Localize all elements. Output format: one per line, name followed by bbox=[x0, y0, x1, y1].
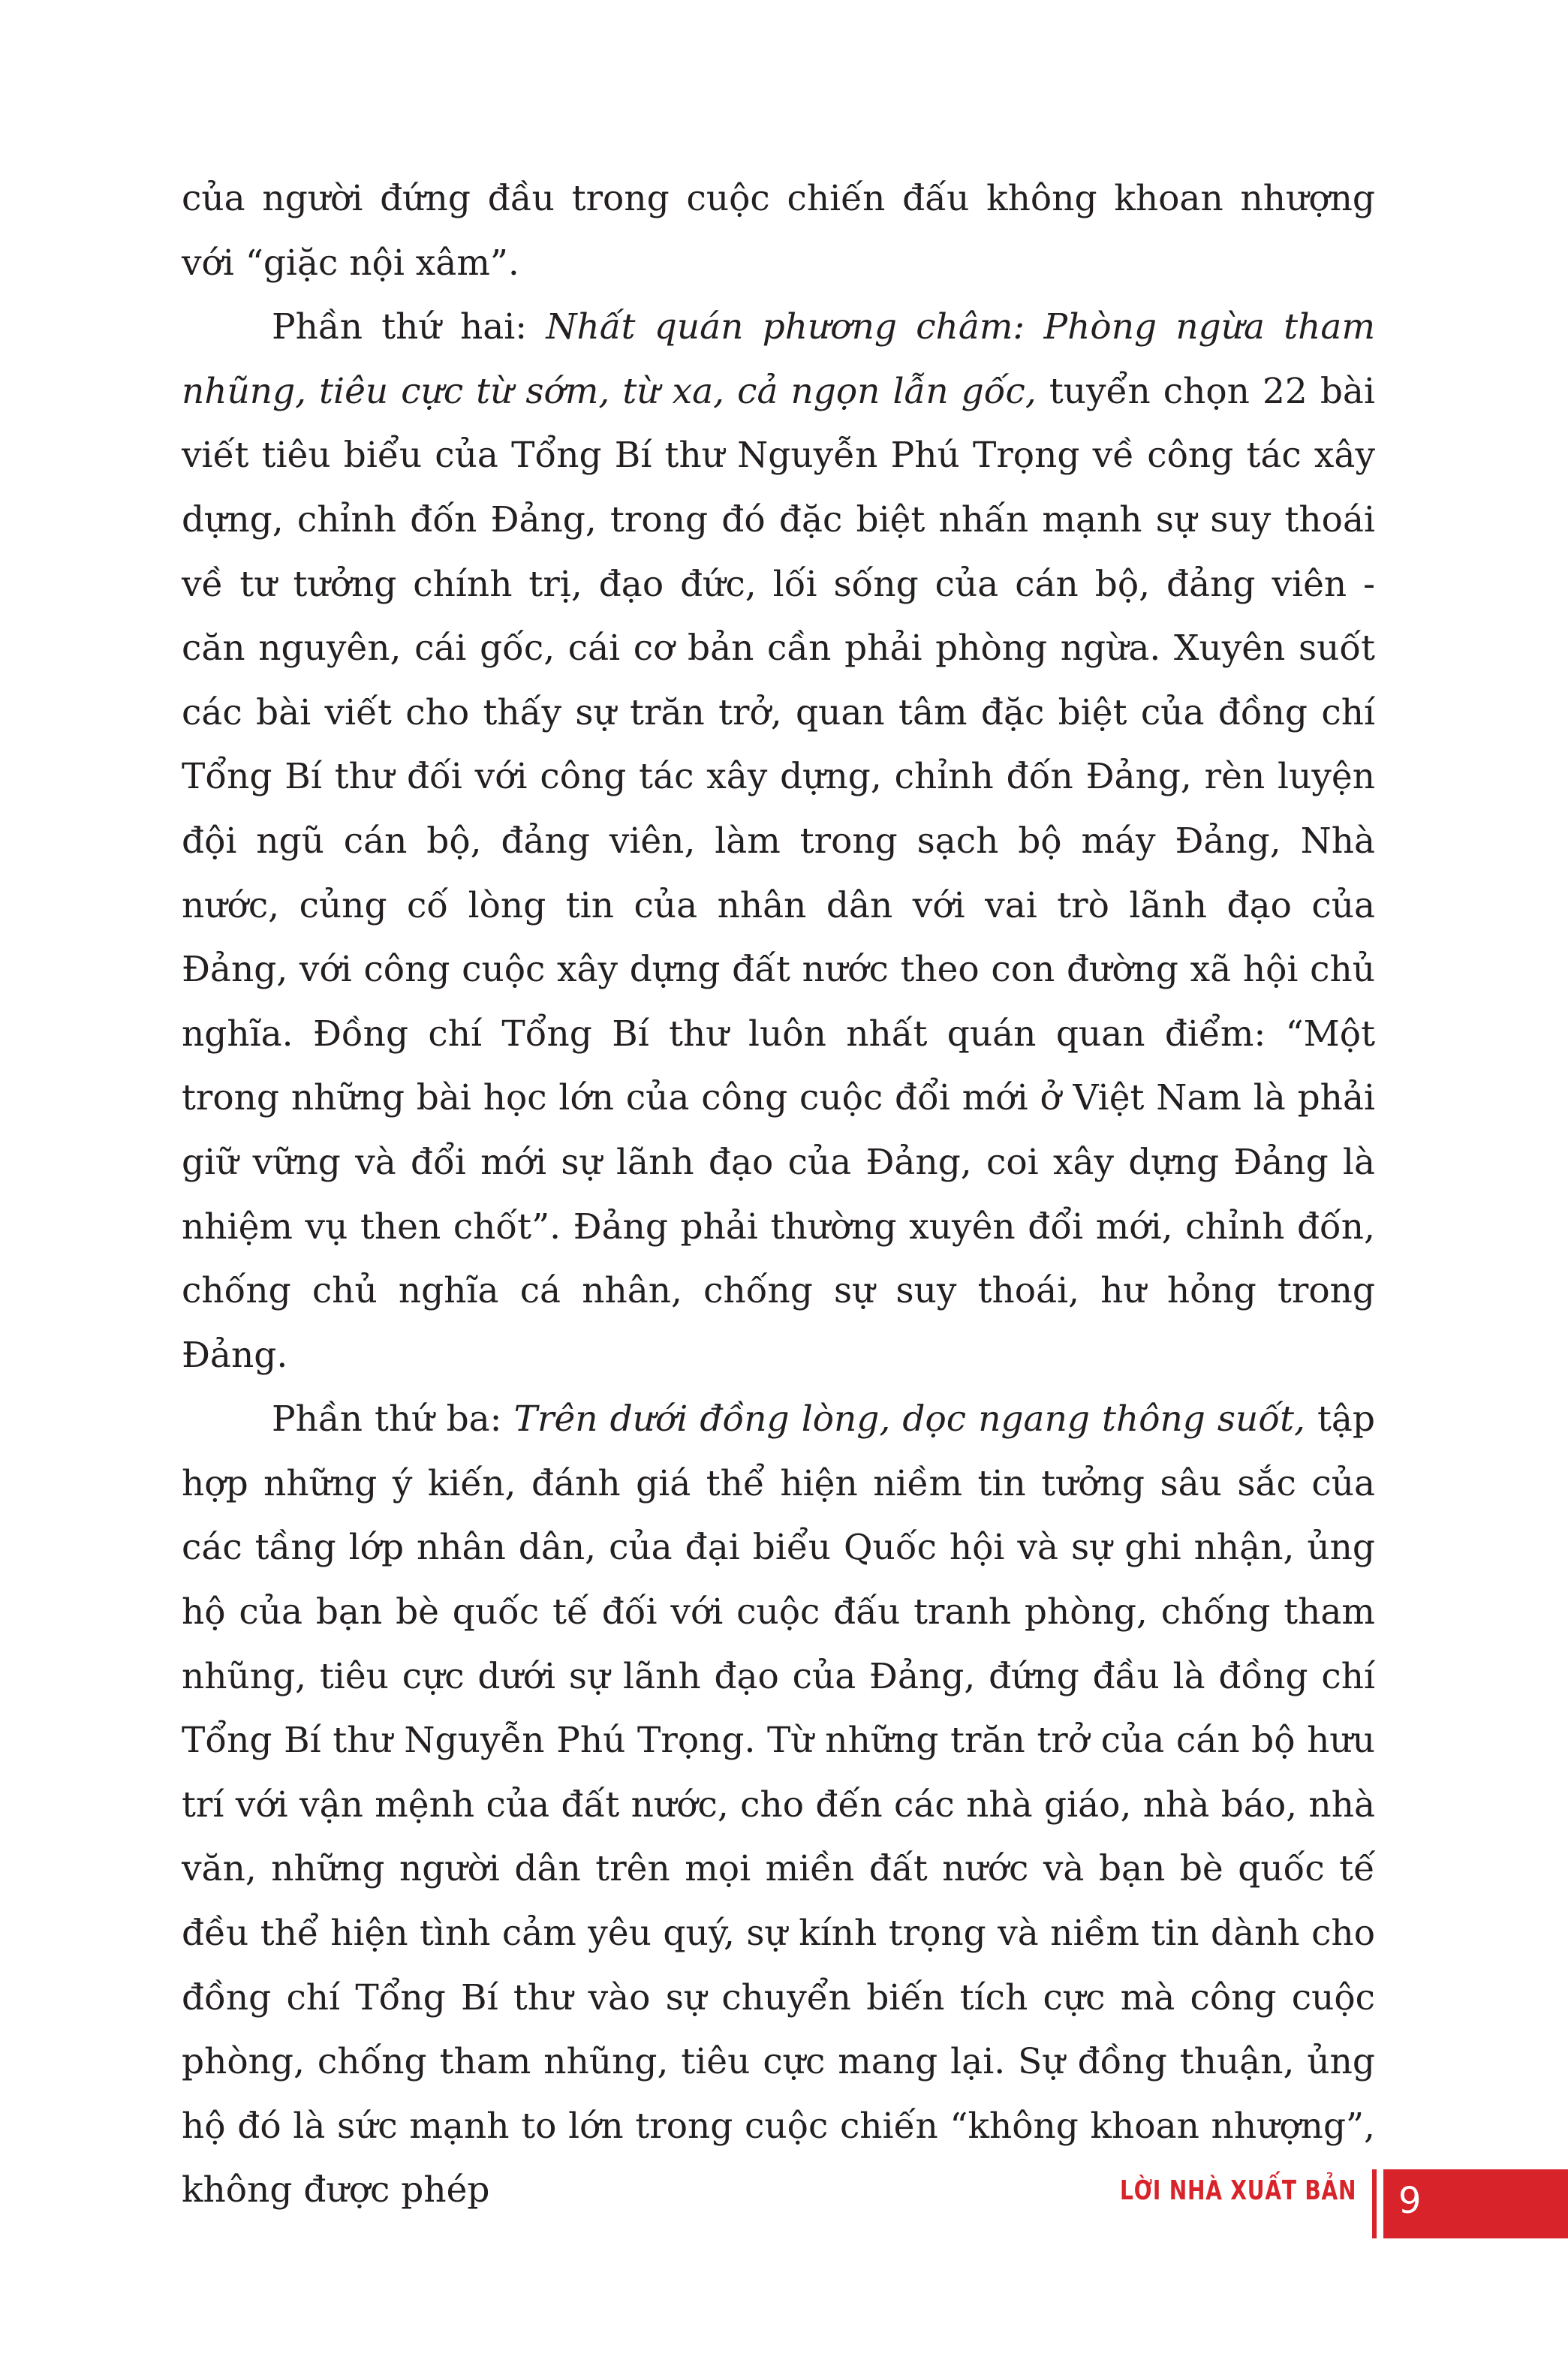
footer-section-label: LỜI NHÀ XUẤT BẢN bbox=[1119, 2175, 1356, 2206]
paragraph-3 bbox=[182, 1387, 1375, 2223]
page-number: 9 bbox=[1398, 2180, 1422, 2222]
paragraph-2-lead: Phần thứ hai: bbox=[272, 306, 546, 348]
paragraph-2-rest: tuyển chọn 22 bài viết tiêu biểu của Tổng Bí thư Nguyễn Phú Trọng về công tác xây dựng, chỉnh đốn Đảng, trong đó đặc biệt nhấn mạnh sự suy thoái về tư tưởng chính trị, đạo đức, lối sống của cán bộ, đảng viên - căn nguyên, cái gốc, cái cơ bản cần phải phòng ngừa. Xuyên suốt các bài viết cho thấy sự trăn trở, quan tâm đặc biệt của đồng chí Tổng Bí thư đối với công tác xây dựng, chỉnh đốn Đảng, rèn luyện đội ngũ cán bộ, đảng viên, làm trong sạch bộ máy Đảng, Nhà nước, củng cố lòng tin của nhân dân với vai trò lãnh đạo của Đảng, với công cuộc xây dựng đất nước theo con đường xã hội chủ nghĩa. Đồng chí Tổng Bí thư luôn nhất quán quan điểm: “Một trong những bài học lớn của công cuộc đổi mới ở Việt Nam là phải giữ vững và đổi mới sự lãnh đạo của Đảng, coi xây dựng Đảng là nhiệm vụ then chốt”. Đảng phải thường xuyên đổi mới, chỉnh đốn, chống chủ nghĩa cá nhân, chống sự suy thoái, hư hỏng trong Đảng. bbox=[182, 370, 1375, 1376]
body-text bbox=[182, 167, 1375, 2223]
paragraph-2-title: Nhất quán phương châm: Phòng ngừa tham nhũng, tiêu cực từ sớm, từ xa, cả ngọn lẫn gốc, bbox=[182, 306, 1376, 412]
page-number-box bbox=[1383, 2169, 1568, 2238]
footer-divider bbox=[1372, 2169, 1377, 2238]
paragraph-3-lead: Phần thứ ba: bbox=[272, 1398, 514, 1440]
paragraph-2 bbox=[182, 295, 1375, 1387]
page-footer bbox=[0, 2162, 1568, 2244]
paragraph-3-rest: tập hợp những ý kiến, đánh giá thể hiện niềm tin tưởng sâu sắc của các tầng lớp nhân dân, của đại biểu Quốc hội và sự ghi nhận, ủng hộ của bạn bè quốc tế đối với cuộc đấu tranh phòng, chống tham nhũng, tiêu cực dưới sự lãnh đạo của Đảng, đứng đầu là đồng chí Tổng Bí thư Nguyễn Phú Trọng. Từ những trăn trở của cán bộ hưu trí với vận mệnh của đất nước, cho đến các nhà giáo, nhà báo, nhà văn, những người dân trên mọi miền đất nước và bạn bè quốc tế đều thể hiện tình cảm yêu quý, sự kính trọng và niềm tin dành cho đồng chí Tổng Bí thư vào sự chuyển biến tích cực mà công cuộc phòng, chống tham nhũng, tiêu cực mang lại. Sự đồng thuận, ủng hộ đó là sức mạnh to lớn trong cuộc chiến “không khoan nhượng”, không được phép bbox=[182, 1398, 1376, 2211]
paragraph-1: của người đứng đầu trong cuộc chiến đấu không khoan nhượng với “giặc nội xâm”. bbox=[182, 178, 1375, 284]
paragraph-3-title: Trên dưới đồng lòng, dọc ngang thông suốt, bbox=[513, 1398, 1305, 1440]
